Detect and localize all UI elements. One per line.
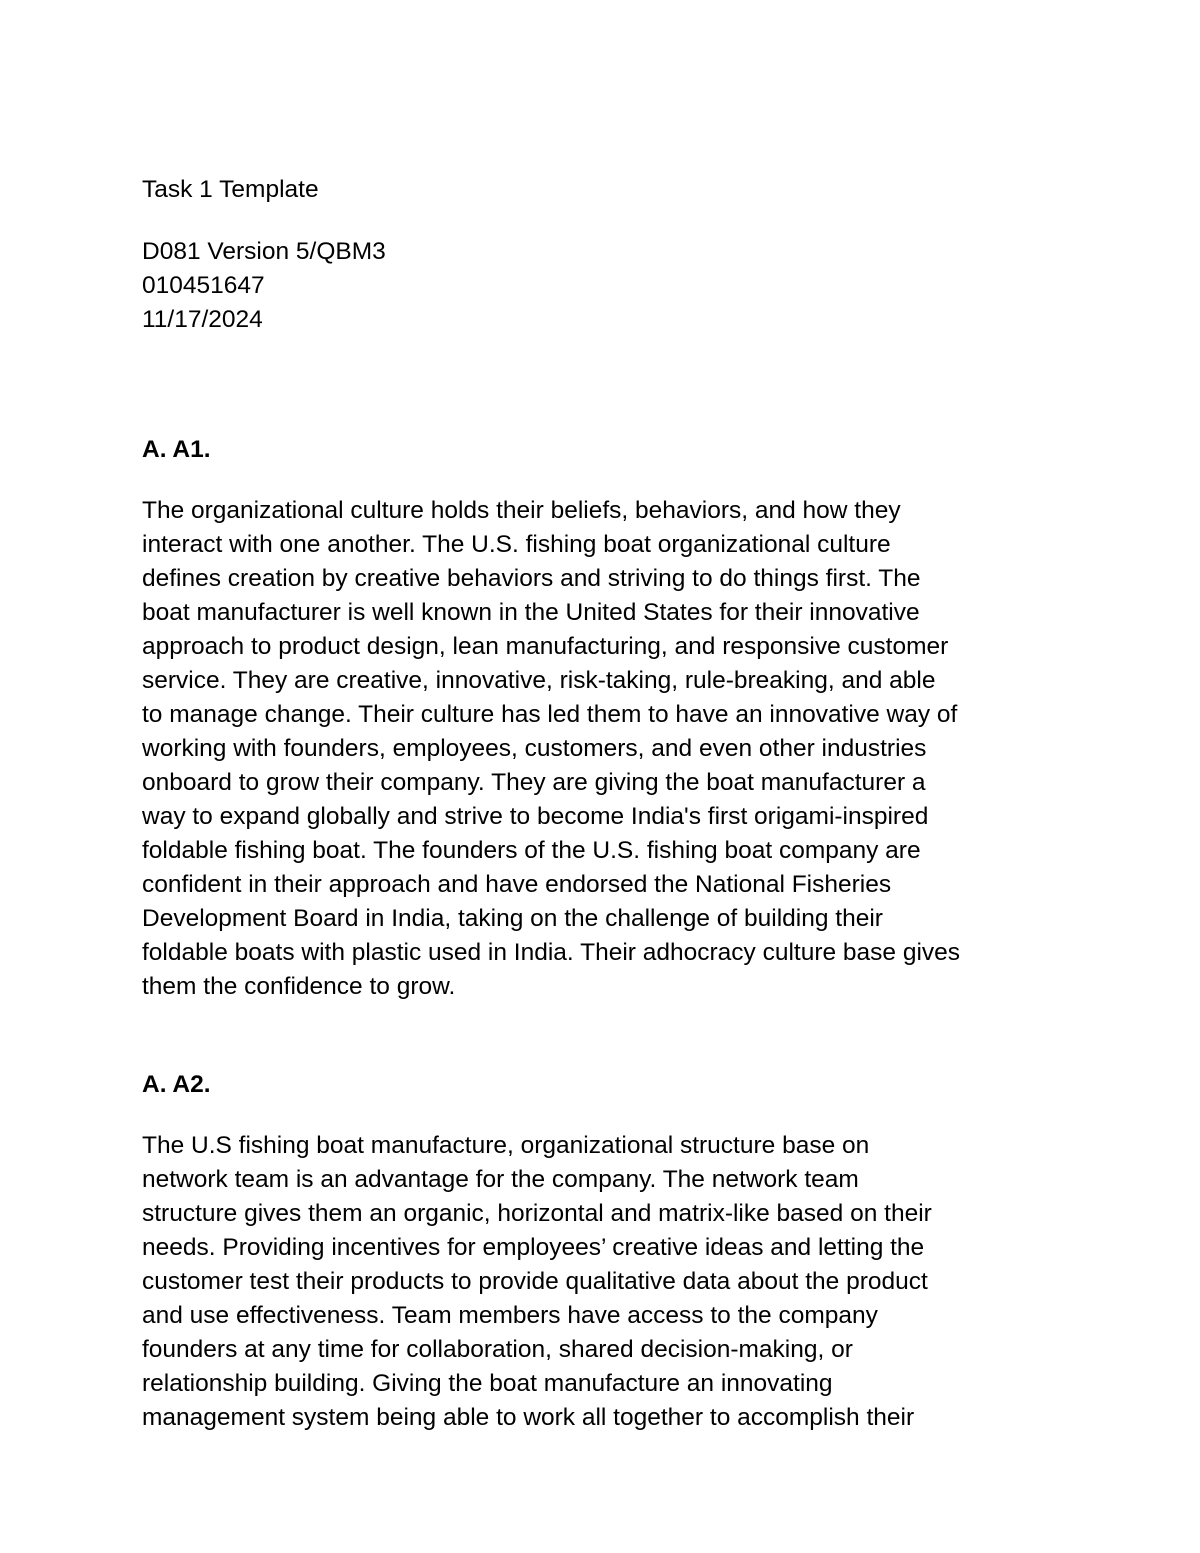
- paragraph-line: foldable fishing boat. The founders of the U.S. fishing boat company are: [142, 837, 921, 864]
- paragraph-line: boat manufacturer is well known in the United States for their innovative: [142, 599, 920, 626]
- paragraph-line: customer test their products to provide qualitative data about the product: [142, 1268, 928, 1295]
- paragraph-line: onboard to grow their company. They are giving the boat manufacturer a: [142, 769, 926, 796]
- paragraph-line: them the confidence to grow.: [142, 973, 456, 1000]
- student-id: 010451647: [142, 272, 265, 299]
- section-heading: A. A1.: [142, 436, 211, 463]
- paragraph-line: and use effectiveness. Team members have access to the company: [142, 1302, 878, 1329]
- section-a2: [142, 1068, 1072, 1435]
- course-version: D081 Version 5/QBM3: [142, 238, 386, 265]
- section-heading: A. A2.: [142, 1071, 211, 1098]
- section-paragraph: [142, 494, 1072, 1004]
- paragraph-line: relationship building. Giving the boat manufacture an innovating: [142, 1370, 833, 1397]
- paragraph-line: network team is an advantage for the company. The network team: [142, 1166, 859, 1193]
- paragraph-line: way to expand globally and strive to become India's first origami-inspired: [142, 803, 929, 830]
- paragraph-line: Development Board in India, taking on the challenge of building their: [142, 905, 883, 932]
- paragraph-line: defines creation by creative behaviors and striving to do things first. The: [142, 565, 921, 592]
- submission-date: 11/17/2024: [142, 306, 263, 333]
- paragraph-line: founders at any time for collaboration, shared decision-making, or: [142, 1336, 853, 1363]
- paragraph-line: structure gives them an organic, horizontal and matrix-like based on their: [142, 1200, 932, 1227]
- paragraph-line: The U.S fishing boat manufacture, organizational structure base on: [142, 1132, 870, 1159]
- paragraph-line: working with founders, employees, customers, and even other industries: [142, 735, 927, 762]
- document-title: Task 1 Template: [142, 176, 319, 203]
- document-meta: [142, 235, 1072, 337]
- paragraph-line: to manage change. Their culture has led them to have an innovative way of: [142, 701, 958, 728]
- paragraph-line: approach to product design, lean manufacturing, and responsive customer: [142, 633, 949, 660]
- paragraph-line: management system being able to work all together to accomplish their: [142, 1404, 915, 1431]
- section-a1: [142, 433, 1072, 1004]
- paragraph-line: service. They are creative, innovative, risk-taking, rule-breaking, and able: [142, 667, 936, 694]
- paragraph-line: confident in their approach and have endorsed the National Fisheries: [142, 871, 892, 898]
- paragraph-line: needs. Providing incentives for employees’ creative ideas and letting the: [142, 1234, 925, 1261]
- section-paragraph: [142, 1129, 1072, 1435]
- paragraph-line: foldable boats with plastic used in India. Their adhocracy culture base gives: [142, 939, 961, 966]
- paragraph-line: interact with one another. The U.S. fishing boat organizational culture: [142, 531, 891, 558]
- paragraph-line: The organizational culture holds their beliefs, behaviors, and how they: [142, 497, 901, 524]
- document-content: [142, 173, 1072, 1435]
